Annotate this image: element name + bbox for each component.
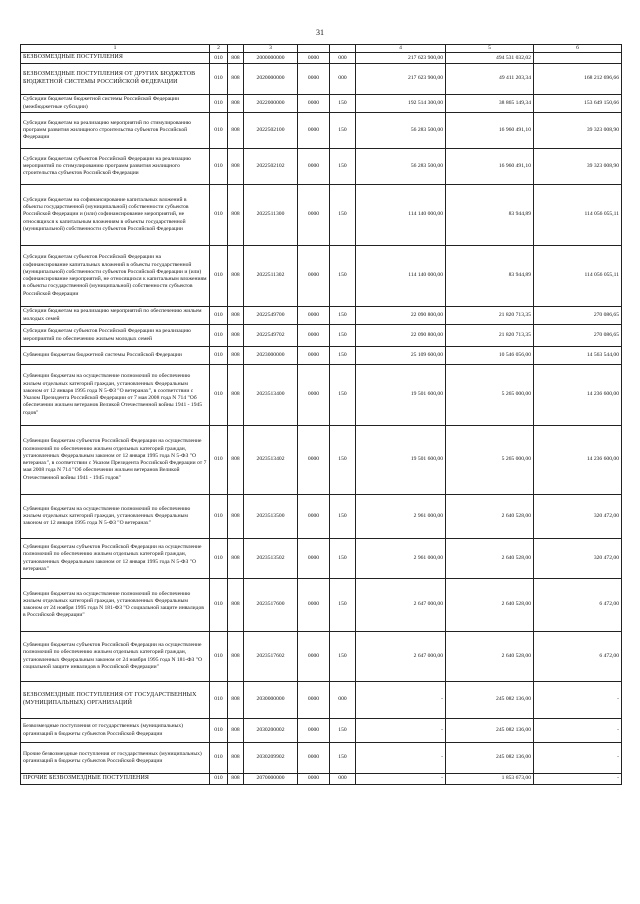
unexecuted-amount-cell: 14 236 600,00 <box>534 426 622 495</box>
code-cell: 000 <box>330 53 356 64</box>
unexecuted-amount-cell: - <box>534 743 622 774</box>
code-cell: 808 <box>228 53 244 64</box>
code-cell: 2023517602 <box>244 632 298 682</box>
executed-amount-cell: 2 640 528,00 <box>446 495 534 539</box>
table-row <box>21 64 622 95</box>
code-cell: 2030200002 <box>244 719 298 743</box>
code-cell: 0000 <box>298 185 330 246</box>
approved-amount-cell: - <box>356 774 446 785</box>
code-cell: 2022549700 <box>244 307 298 325</box>
code-cell: 000 <box>330 64 356 95</box>
code-cell: 150 <box>330 719 356 743</box>
description-cell: Безвозмездные поступления от государственных (муниципальных) организаций в бюджеты субъектов Российской Федерации <box>21 719 210 743</box>
code-cell: 010 <box>210 95 228 113</box>
page-number: 31 <box>316 28 324 37</box>
approved-amount-cell: 22 090 800,00 <box>356 307 446 325</box>
approved-amount-cell: - <box>356 743 446 774</box>
header-cell <box>298 45 330 53</box>
code-cell: 808 <box>228 185 244 246</box>
table-row <box>21 246 622 307</box>
table-row <box>21 774 622 785</box>
table-row <box>21 95 622 113</box>
code-cell: 0000 <box>298 246 330 307</box>
code-cell: 150 <box>330 743 356 774</box>
description-cell: Субвенции бюджетам субъектов Российской Федерации на осуществление полномочий по обеспечению жильем отдельных категорий граждан, установленных Федеральным законом от 24 ноября 1995 года N 181-ФЗ "О социальной защите инвалидов в Российской Федерации" <box>21 632 210 682</box>
code-cell: 150 <box>330 325 356 347</box>
executed-amount-cell: 5 265 000,00 <box>446 365 534 426</box>
code-cell: 010 <box>210 347 228 365</box>
code-cell: 2023517600 <box>244 579 298 632</box>
table-row <box>21 426 622 495</box>
code-cell: 808 <box>228 743 244 774</box>
approved-amount-cell: 19 501 600,00 <box>356 365 446 426</box>
unexecuted-amount-cell: 114 056 055,11 <box>534 246 622 307</box>
code-cell: 150 <box>330 113 356 149</box>
approved-amount-cell: 56 283 500,00 <box>356 149 446 185</box>
approved-amount-cell: 2 647 000,00 <box>356 579 446 632</box>
unexecuted-amount-cell: 320 472,00 <box>534 495 622 539</box>
code-cell: 150 <box>330 246 356 307</box>
code-cell: 2000000000 <box>244 53 298 64</box>
code-cell: 150 <box>330 495 356 539</box>
table-row <box>21 495 622 539</box>
approved-amount-cell: 217 623 900,00 <box>356 53 446 64</box>
executed-amount-cell: 245 082 136,00 <box>446 743 534 774</box>
description-cell: Прочие безвозмездные поступления от государственных (муниципальных) организаций в бюджеты субъектов Российской Федерации <box>21 743 210 774</box>
description-cell: Субсидии бюджетам на реализацию мероприятий по обеспечению жильем молодых семей <box>21 307 210 325</box>
unexecuted-amount-cell: 270 086,65 <box>534 325 622 347</box>
code-cell: 808 <box>228 426 244 495</box>
unexecuted-amount-cell: - <box>534 719 622 743</box>
table-row <box>21 539 622 579</box>
approved-amount-cell: 2 961 000,00 <box>356 495 446 539</box>
code-cell: 0000 <box>298 743 330 774</box>
code-cell: 150 <box>330 539 356 579</box>
code-cell: 150 <box>330 95 356 113</box>
description-cell: Субсидии бюджетам субъектов Российской Федерации на софинансирование капитальных вложений в объекты государственной (муниципальной) собственности субъектов Российской Федерации и (или) софинансирование мероприятий, не относящихся к капитальным вложениям в объекты государственной (муниципальной) собственности субъектов Российской Федерации <box>21 246 210 307</box>
header-cell <box>330 45 356 53</box>
table-row <box>21 347 622 365</box>
code-cell: 2022000000 <box>244 95 298 113</box>
code-cell: 010 <box>210 185 228 246</box>
code-cell: 0000 <box>298 53 330 64</box>
description-cell: Субвенции бюджетам на осуществление полномочий по обеспечению жильем отдельных категорий граждан, установленных Федеральным законом от 24 ноября 1995 года N 181-ФЗ "О социальной защите инвалидов в Российской Федерации" <box>21 579 210 632</box>
code-cell: 010 <box>210 495 228 539</box>
executed-amount-cell: 21 820 713,35 <box>446 325 534 347</box>
code-cell: 0000 <box>298 426 330 495</box>
code-cell: 000 <box>330 774 356 785</box>
approved-amount-cell: - <box>356 682 446 719</box>
table-row <box>21 632 622 682</box>
code-cell: 0000 <box>298 539 330 579</box>
code-cell: 808 <box>228 774 244 785</box>
unexecuted-amount-cell: 14 563 544,00 <box>534 347 622 365</box>
code-cell: 808 <box>228 325 244 347</box>
executed-amount-cell: 2 640 528,00 <box>446 632 534 682</box>
code-cell: 0000 <box>298 149 330 185</box>
approved-amount-cell: 19 501 600,00 <box>356 426 446 495</box>
unexecuted-amount-cell: 6 472,00 <box>534 579 622 632</box>
code-cell: 000 <box>330 682 356 719</box>
code-cell: 150 <box>330 347 356 365</box>
code-cell: 2023513502 <box>244 539 298 579</box>
executed-amount-cell: 16 960 491,10 <box>446 113 534 149</box>
table-row <box>21 185 622 246</box>
header-cell: 4 <box>356 45 446 53</box>
unexecuted-amount-cell: 14 236 600,00 <box>534 365 622 426</box>
code-cell: 010 <box>210 325 228 347</box>
code-cell: 2022511302 <box>244 246 298 307</box>
description-cell: Субсидии бюджетам на реализацию мероприятий по стимулированию программ развития жилищного строительства субъектов Российской Федерации <box>21 113 210 149</box>
unexecuted-amount-cell: 153 649 150,66 <box>534 95 622 113</box>
unexecuted-amount-cell: - <box>534 774 622 785</box>
table-row <box>21 579 622 632</box>
code-cell: 0000 <box>298 579 330 632</box>
code-cell: 010 <box>210 719 228 743</box>
description-cell: Субсидии бюджетам субъектов Российской Федерации на реализацию мероприятий по обеспечению жильем молодых семей <box>21 325 210 347</box>
executed-amount-cell: 21 820 713,35 <box>446 307 534 325</box>
approved-amount-cell: 192 514 300,00 <box>356 95 446 113</box>
header-cell: 1 <box>21 45 210 53</box>
code-cell: 2023513400 <box>244 365 298 426</box>
executed-amount-cell: 16 960 491,10 <box>446 149 534 185</box>
executed-amount-cell: 2 640 528,00 <box>446 579 534 632</box>
code-cell: 808 <box>228 149 244 185</box>
description-cell: Субсидии бюджетам на софинансирование капитальных вложений в объекты государственной (муниципальной) собственности субъектов Российской Федерации и (или) софинансирование мероприятий, не относящихся к капитальным вложениям в объекты государственной (муниципальной) собственности субъектов Российской Федерации <box>21 185 210 246</box>
code-cell: 808 <box>228 64 244 95</box>
approved-amount-cell: 114 140 000,00 <box>356 185 446 246</box>
code-cell: 2022511300 <box>244 185 298 246</box>
executed-amount-cell: 83 944,89 <box>446 246 534 307</box>
approved-amount-cell: 114 140 000,00 <box>356 246 446 307</box>
code-cell: 150 <box>330 149 356 185</box>
code-cell: 2022502100 <box>244 113 298 149</box>
header-cell: 3 <box>244 45 298 53</box>
unexecuted-amount-cell <box>534 53 622 64</box>
code-cell: 0000 <box>298 325 330 347</box>
code-cell: 808 <box>228 307 244 325</box>
code-cell: 010 <box>210 307 228 325</box>
code-cell: 150 <box>330 426 356 495</box>
approved-amount-cell: 2 647 000,00 <box>356 632 446 682</box>
code-cell: 010 <box>210 632 228 682</box>
description-cell: БЕЗВОЗМЕЗДНЫЕ ПОСТУПЛЕНИЯ ОТ ДРУГИХ БЮДЖЕТОВ БЮДЖЕТНОЙ СИСТЕМЫ РОССИЙСКОЙ ФЕДЕРАЦИИ <box>21 64 210 95</box>
table-row <box>21 682 622 719</box>
code-cell: 010 <box>210 149 228 185</box>
code-cell: 808 <box>228 246 244 307</box>
code-cell: 808 <box>228 365 244 426</box>
code-cell: 010 <box>210 426 228 495</box>
code-cell: 0000 <box>298 682 330 719</box>
approved-amount-cell: - <box>356 719 446 743</box>
unexecuted-amount-cell: 320 472,00 <box>534 539 622 579</box>
approved-amount-cell: 22 090 800,00 <box>356 325 446 347</box>
code-cell: 808 <box>228 719 244 743</box>
table-row <box>21 719 622 743</box>
code-cell: 010 <box>210 365 228 426</box>
code-cell: 2022549702 <box>244 325 298 347</box>
code-cell: 808 <box>228 579 244 632</box>
code-cell: 150 <box>330 185 356 246</box>
code-cell: 010 <box>210 113 228 149</box>
executed-amount-cell: 83 944,89 <box>446 185 534 246</box>
executed-amount-cell: 494 531 032,02 <box>446 53 534 64</box>
description-cell: Субвенции бюджетам на осуществление полномочий по обеспечению жильем отдельных категорий граждан, установленных Федеральным законом от 12 января 1995 года N 5-ФЗ "О ветеранах" <box>21 495 210 539</box>
code-cell: 808 <box>228 95 244 113</box>
code-cell: 0000 <box>298 307 330 325</box>
code-cell: 808 <box>228 347 244 365</box>
description-cell: Субвенции бюджетам субъектов Российской Федерации на осуществление полномочий по обеспечению жильем отдельных категорий граждан, установленных Федеральным законом от 12 января 1995 года N 5-ФЗ "О ветеранах", в соответствии с Указом Президента Российской Федерации от 7 мая 2008 года N 714 "Об обеспечении жильем ветеранов Великой Отечественной войны 1941 - 1945 годов" <box>21 426 210 495</box>
unexecuted-amount-cell: - <box>534 682 622 719</box>
code-cell: 010 <box>210 774 228 785</box>
table-row <box>21 365 622 426</box>
table-row <box>21 53 622 64</box>
code-cell: 2023513500 <box>244 495 298 539</box>
description-cell: Субвенции бюджетам субъектов Российской Федерации на осуществление полномочий по обеспечению жильем отдельных категорий граждан, установленных Федеральным законом от 12 января 1995 года N 5-ФЗ "О ветеранах" <box>21 539 210 579</box>
executed-amount-cell: 10 546 056,00 <box>446 347 534 365</box>
code-cell: 0000 <box>298 719 330 743</box>
code-cell: 808 <box>228 539 244 579</box>
description-cell: БЕЗВОЗМЕЗДНЫЕ ПОСТУПЛЕНИЯ ОТ ГОСУДАРСТВЕННЫХ (МУНИЦИПАЛЬНЫХ) ОРГАНИЗАЦИЙ <box>21 682 210 719</box>
table-row <box>21 113 622 149</box>
code-cell: 2070000000 <box>244 774 298 785</box>
code-cell: 0000 <box>298 365 330 426</box>
executed-amount-cell: 49 411 203,34 <box>446 64 534 95</box>
unexecuted-amount-cell: 114 056 055,11 <box>534 185 622 246</box>
description-cell: Субвенции бюджетам на осуществление полномочий по обеспечению жильем отдельных категорий граждан, установленных Федеральным законом от 12 января 1995 года N 5-ФЗ "О ветеранах", в соответствии с Указом Президента Российской Федерации от 7 мая 2008 года N 714 "Об обеспечении жильем ветеранов Великой Отечественной войны 1941 - 1945 годов" <box>21 365 210 426</box>
code-cell: 808 <box>228 632 244 682</box>
table-row <box>21 307 622 325</box>
code-cell: 808 <box>228 682 244 719</box>
code-cell: 0000 <box>298 774 330 785</box>
description-cell: Субсидии бюджетам субъектов Российской Федерации на реализацию мероприятий по стимулированию программ развития жилищного строительства субъектов Российской Федерации <box>21 149 210 185</box>
approved-amount-cell: 217 623 900,00 <box>356 64 446 95</box>
code-cell: 010 <box>210 682 228 719</box>
header-cell: 2 <box>210 45 228 53</box>
table-row <box>21 149 622 185</box>
code-cell: 2023000000 <box>244 347 298 365</box>
header-cell: 5 <box>446 45 534 53</box>
code-cell: 010 <box>210 53 228 64</box>
code-cell: 010 <box>210 64 228 95</box>
code-cell: 0000 <box>298 347 330 365</box>
table-row <box>21 325 622 347</box>
code-cell: 150 <box>330 307 356 325</box>
unexecuted-amount-cell: 39 323 008,90 <box>534 113 622 149</box>
executed-amount-cell: 38 865 149,34 <box>446 95 534 113</box>
code-cell: 808 <box>228 495 244 539</box>
executed-amount-cell: 2 640 528,00 <box>446 539 534 579</box>
header-cell <box>228 45 244 53</box>
unexecuted-amount-cell: 39 323 008,90 <box>534 149 622 185</box>
code-cell: 0000 <box>298 95 330 113</box>
unexecuted-amount-cell: 6 472,00 <box>534 632 622 682</box>
table-row <box>21 743 622 774</box>
executed-amount-cell: 245 082 136,00 <box>446 719 534 743</box>
code-cell: 2030209902 <box>244 743 298 774</box>
unexecuted-amount-cell: 270 086,65 <box>534 307 622 325</box>
header-row <box>21 45 622 53</box>
approved-amount-cell: 25 109 600,00 <box>356 347 446 365</box>
code-cell: 0000 <box>298 64 330 95</box>
revenue-table <box>20 44 622 785</box>
code-cell: 0000 <box>298 495 330 539</box>
code-cell: 150 <box>330 632 356 682</box>
code-cell: 2030000000 <box>244 682 298 719</box>
code-cell: 808 <box>228 113 244 149</box>
code-cell: 010 <box>210 539 228 579</box>
code-cell: 010 <box>210 743 228 774</box>
header-cell: 6 <box>534 45 622 53</box>
description-cell: ПРОЧИЕ БЕЗВОЗМЕЗДНЫЕ ПОСТУПЛЕНИЯ <box>21 774 210 785</box>
code-cell: 2020000000 <box>244 64 298 95</box>
code-cell: 010 <box>210 579 228 632</box>
description-cell: Субсидии бюджетам бюджетной системы Российской Федерации (межбюджетные субсидии) <box>21 95 210 113</box>
code-cell: 2022502102 <box>244 149 298 185</box>
executed-amount-cell: 245 082 136,00 <box>446 682 534 719</box>
description-cell: Субвенции бюджетам бюджетной системы Российской Федерации <box>21 347 210 365</box>
code-cell: 0000 <box>298 113 330 149</box>
executed-amount-cell: 1 853 673,00 <box>446 774 534 785</box>
code-cell: 010 <box>210 246 228 307</box>
code-cell: 150 <box>330 365 356 426</box>
unexecuted-amount-cell: 168 212 696,66 <box>534 64 622 95</box>
executed-amount-cell: 5 265 000,00 <box>446 426 534 495</box>
description-cell: БЕЗВОЗМЕЗДНЫЕ ПОСТУПЛЕНИЯ <box>21 53 210 64</box>
code-cell: 2023513402 <box>244 426 298 495</box>
code-cell: 150 <box>330 579 356 632</box>
approved-amount-cell: 2 961 000,00 <box>356 539 446 579</box>
approved-amount-cell: 56 283 500,00 <box>356 113 446 149</box>
code-cell: 0000 <box>298 632 330 682</box>
